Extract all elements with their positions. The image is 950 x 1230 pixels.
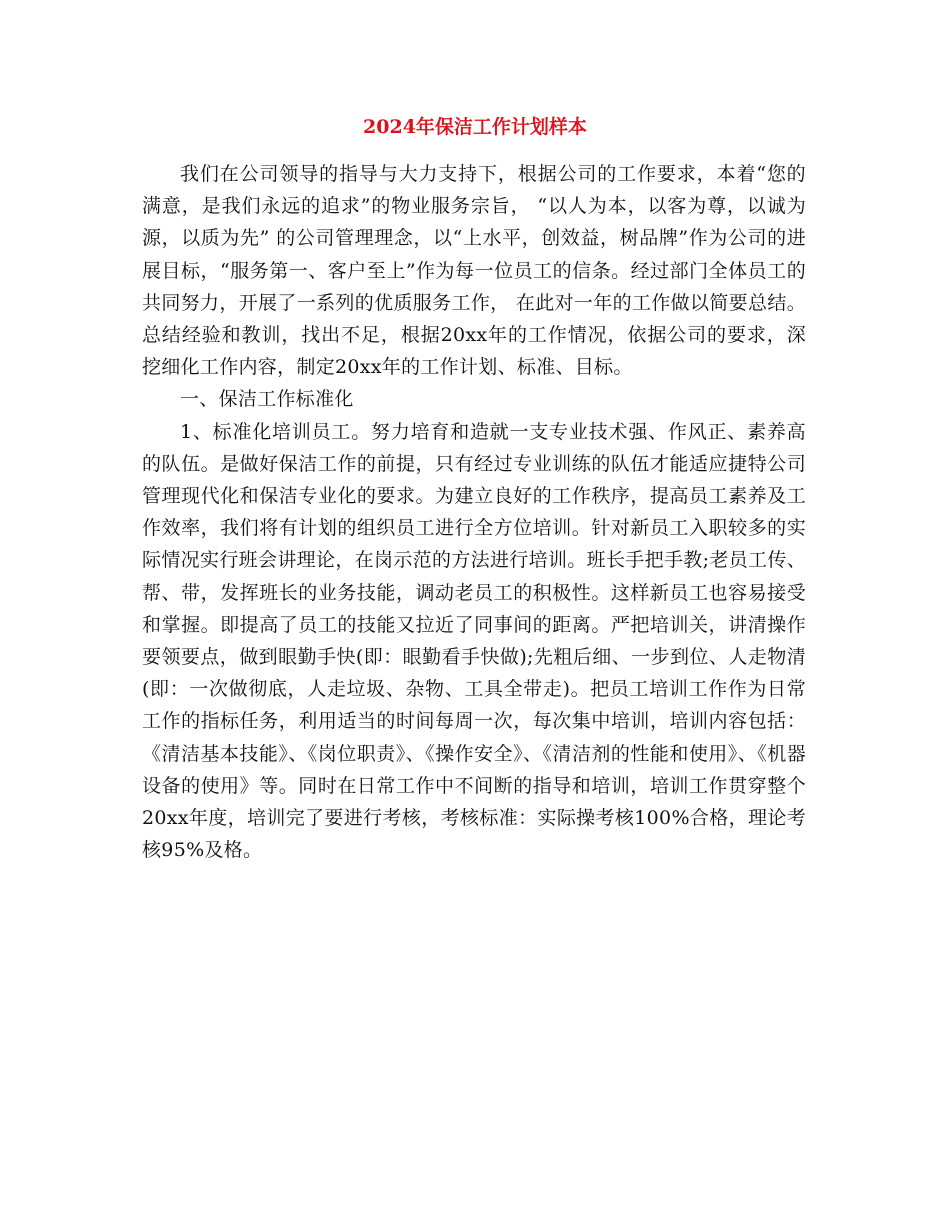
document-title: 2024年保洁工作计划样本 xyxy=(363,116,587,138)
section-heading-standardization: 一、保洁工作标准化 xyxy=(180,388,354,411)
section-paragraph-training: 1、标准化培训员工。努力培育和造就一支专业技术强、作风正、素养高的队伍。是做好保洁工作的前提，只有经过专业训练的队伍才能适应捷特公司管理现代化和保洁专业化的要求。为建立良好的工作秩序，提高员工素养及工作效率，我们将有计划的组织员工进行全方位培训。针对新员工入职较多的实际情况实行班会讲理论，在岗示范的方法进行培训。班长手把手教;老员工传、帮、带，发挥班长的业务技能，调动老员工的积极性。这样新员工也容易接受和掌握。即提高了员工的技能又拉近了同事间的距离。严把培训关，讲清操作要领要点，做到眼勤手快(即：眼勤看手快做);先粗后细、一步到位、人走物清(即：一次做彻底，人走垃圾、杂物、工具全带走)。把员工培训工作作为日常工作的指标任务，利用适当的时间每周一次，每次集中培训，培训内容包括：《清洁基本技能》、《岗位职责》、《操作安全》、《清洁剂的性能和使用》、《机器设备的使用》等。同时在日常工作中不间断的指导和培训，培训工作贯穿整个20xx年度，培训完了要进行考核，考核标准：实际操考核100%合格，理论考核95%及格。 xyxy=(142,420,806,862)
document-body xyxy=(142,158,806,866)
intro-paragraph: 我们在公司领导的指导与大力支持下，根据公司的工作要求，本着“您的满意，是我们永远的追求”的物业服务宗旨， “以人为本，以客为尊，以诚为源，以质为先” 的公司管理理念，以“上水平，创效益，树品牌”作为公司的进展目标，“服务第一、客户至上”作为每一位员工的信条。经过部门全体员工的共同努力，开展了一系列的优质服务工作， 在此对一年的工作做以简要总结。总结经验和教训，找出不足，根据20xx年的工作情况，依据公司的要求，深挖细化工作内容，制定20xx年的工作计划、标准、目标。 xyxy=(142,163,806,379)
